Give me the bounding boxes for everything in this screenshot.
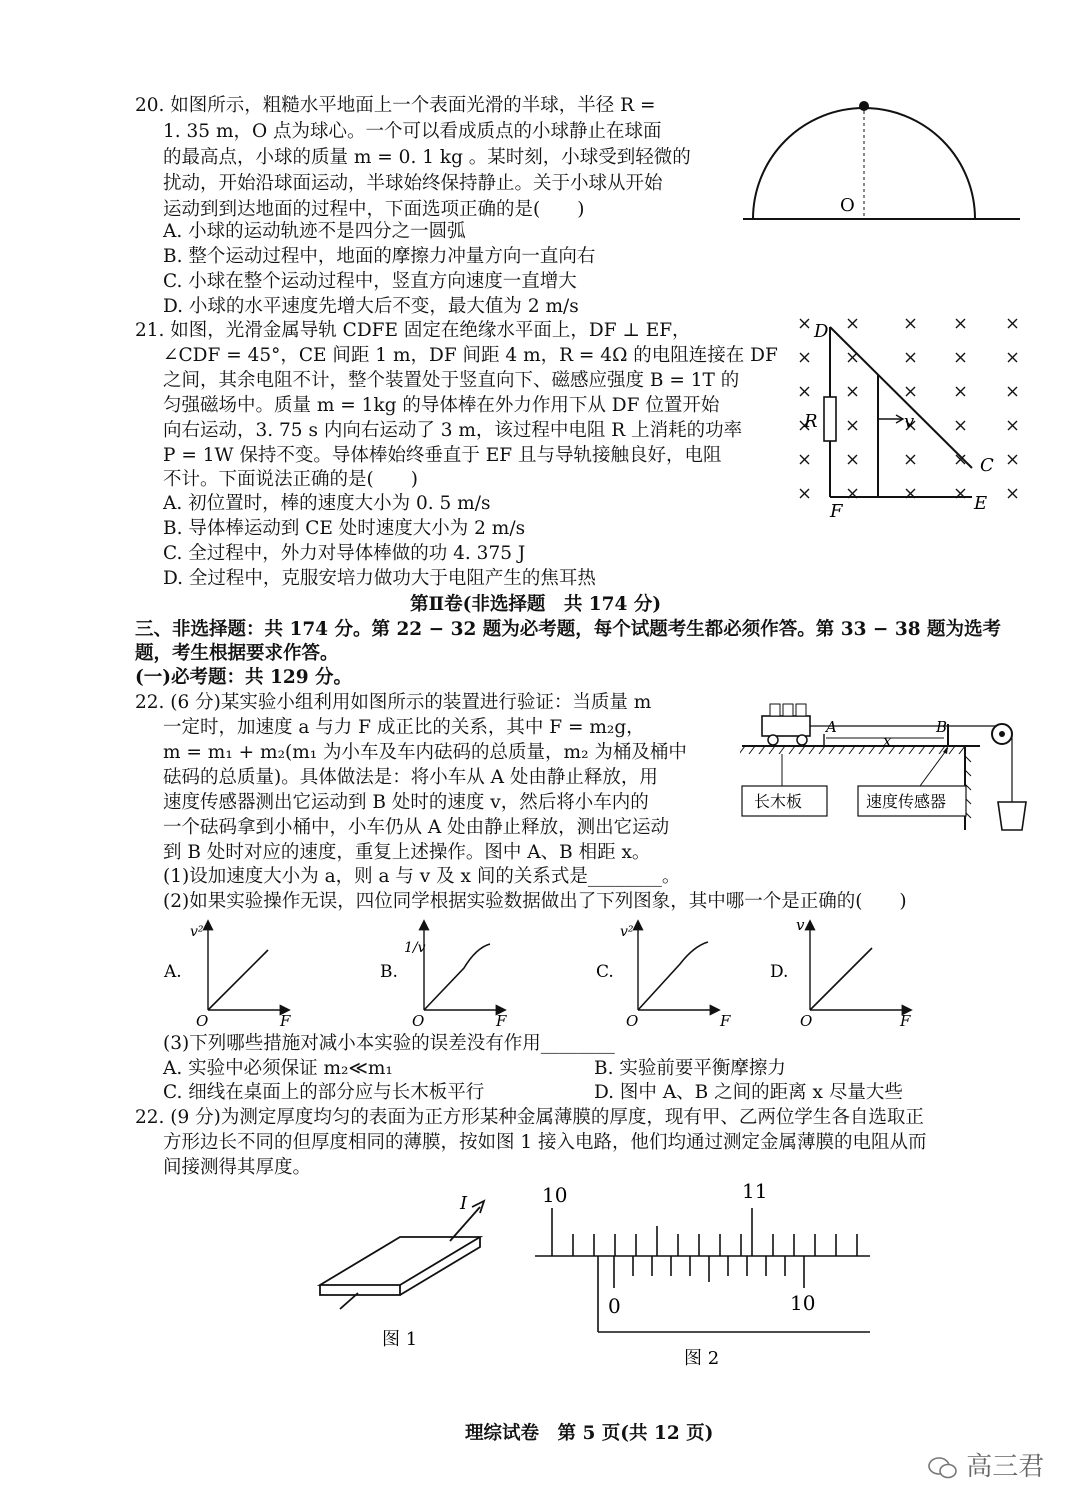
q22a-line-1: 22. (6 分)某实验小组利用如图所示的装置进行验证：当质量 m: [135, 692, 652, 713]
watermark: [928, 1446, 1044, 1483]
svg-text:D.: D.: [770, 962, 789, 982]
graph-options: [160, 910, 940, 1030]
section2-title: 第Ⅱ卷(非选择题 共 174 分): [410, 594, 662, 615]
svg-text:O: O: [412, 1012, 425, 1030]
svg-text:v: v: [904, 411, 915, 432]
svg-text:O: O: [800, 1012, 813, 1030]
vernier-caliper-figure-2: [530, 1180, 880, 1375]
q21-line-1: 21. 如图，光滑金属导轨 CDFE 固定在绝缘水平面上，DF ⊥ EF，: [135, 320, 691, 341]
main-scale-11: 11: [742, 1180, 768, 1203]
graph-b: [380, 922, 507, 1030]
section3-line-1: 三、非选择题：共 174 分。第 22 − 32 题为必考题，每个试题考生都必须作答。第 33 − 38 题为选考: [135, 619, 1002, 640]
svg-text:E: E: [974, 493, 988, 514]
svg-text:F: F: [830, 501, 843, 520]
q22a-line-6: 一个砝码拿到小桶中，小车仍从 A 处由静止释放，测出它运动: [163, 817, 670, 838]
vernier-scale-0: 0: [608, 1294, 621, 1318]
ball-dot: [859, 101, 869, 111]
q22a-sub3-option-b: B. 实验前要平衡摩擦力: [594, 1058, 786, 1079]
q22a-sub3-option-d: D. 图中 A、B 之间的距离 x 尽量大些: [594, 1082, 903, 1103]
section3-line-2: 题，考生根据要求作答。: [135, 643, 339, 664]
q21-option-d: D. 全过程中，克服安培力做功大于电阻产生的焦耳热: [163, 568, 596, 589]
q21-option-b: B. 导体棒运动到 CE 处时速度大小为 2 m/s: [163, 518, 526, 539]
wechat-icon: [928, 1456, 958, 1480]
svg-text:R: R: [804, 411, 818, 432]
watermark-text: 高三君: [966, 1452, 1045, 1482]
svg-text:O: O: [196, 1012, 209, 1030]
fig1-caption: 图 1: [382, 1329, 418, 1350]
svg-text:F: F: [496, 1012, 507, 1030]
page-footer: 理综试卷 第 5 页(共 12 页): [465, 1423, 714, 1444]
q22a-line-7: 到 B 处时对应的速度，重复上述操作。图中 A、B 相距 x。: [163, 842, 651, 863]
svg-text:I: I: [460, 1193, 468, 1214]
q22a-line-2: 一定时，加速度 a 与力 F 成正比的关系，其中 F = m₂g，: [163, 717, 645, 738]
q21-line-5: 向右运动，3. 75 s 内向右运动了 3 m，该过程中电阻 R 上消耗的功率: [163, 420, 743, 441]
resistor-r: [824, 397, 836, 441]
q21-option-a: A. 初位置时，棒的速度大小为 0. 5 m/s: [163, 493, 491, 514]
q22b-line-2: 方形边长不同的但厚度相同的薄膜，按如图 1 接入电路，他们均通过测定金属薄膜的电阻从而: [163, 1132, 927, 1153]
q22b-line-3: 间接测得其厚度。: [163, 1157, 312, 1178]
q21-option-c: C. 全过程中，外力对导体棒做的功 4. 375 J: [163, 543, 526, 564]
q22a-sub3-option-a: A. 实验中必须保证 m₂≪m₁: [163, 1058, 393, 1079]
q20-line-2: 1. 35 m，O 点为球心。一个可以看成质点的小球静止在球面: [163, 121, 662, 142]
q22a-line-5: 速度传感器测出它运动到 B 处时的速度 v，然后将小车内的: [163, 792, 649, 813]
svg-text:B.: B.: [380, 962, 398, 982]
svg-text:O: O: [626, 1012, 639, 1030]
q20-option-a: A. 小球的运动轨迹不是四分之一圆弧: [163, 221, 466, 242]
fig2-caption: 图 2: [684, 1348, 720, 1369]
q21-line-4: 匀强磁场中。质量 m = 1kg 的导体棒在外力作用下从 DF 位置开始: [163, 395, 720, 416]
q22a-sub3-option-c: C. 细线在桌面上的部分应与长木板平行: [163, 1082, 485, 1103]
vernier-scale-10: 10: [790, 1291, 816, 1315]
svg-text:v²: v²: [190, 924, 204, 940]
svg-text:x: x: [883, 732, 892, 750]
hemisphere-figure: [735, 95, 1025, 230]
svg-text:D: D: [814, 321, 829, 342]
q22a-sub3: (3)下列哪些措施对减小本实验的误差没有作用________: [163, 1033, 615, 1054]
cart-apparatus-figure: [740, 690, 1040, 860]
q21-line-2: ∠CDF = 45°，CE 间距 1 m，DF 间距 4 m，R = 4Ω 的电阻连接在 DF: [163, 345, 778, 366]
q22a-sub1: (1)设加速度大小为 a，则 a 与 v 及 x 间的关系式是________。: [163, 866, 681, 887]
svg-text:F: F: [720, 1012, 731, 1030]
svg-text:A: A: [826, 718, 837, 736]
q20-line-4: 扰动，开始沿球面运动，半球始终保持静止。关于小球从开始: [163, 173, 663, 194]
rail-figure: [790, 315, 1035, 520]
center-label-o: O: [840, 195, 855, 216]
q22a-sub2: (2)如果实验操作无误，四位同学根据实验数据做出了下列图象，其中哪一个是正确的( ): [163, 891, 907, 912]
q20-option-c: C. 小球在整个运动过程中，竖直方向速度一直增大: [163, 271, 577, 292]
graph-c: [596, 922, 731, 1030]
main-scale-10: 10: [542, 1183, 568, 1207]
film-figure-1: [300, 1185, 520, 1355]
svg-text:B: B: [936, 718, 948, 736]
q22a-line-3: m = m₁ + m₂(m₁ 为小车及车内砝码的总质量，m₂ 为桶及桶中: [163, 742, 687, 763]
q21-line-3: 之间，其余电阻不计，整个装置处于竖直向下、磁感应强度 B = 1T 的: [163, 370, 740, 391]
svg-text:C.: C.: [596, 962, 614, 982]
svg-text:C: C: [980, 455, 994, 476]
svg-text:1/v: 1/v: [404, 940, 426, 956]
graph-d: [770, 916, 911, 1030]
q21-line-7: 不计。下面说法正确的是( ): [163, 469, 418, 490]
svg-text:A.: A.: [164, 962, 182, 982]
q22b-line-1: 22. (9 分)为测定厚度均匀的表面为正方形某种金属薄膜的厚度，现有甲、乙两位学生各自选取正: [135, 1107, 924, 1128]
q21-line-6: P = 1W 保持不变。导体棒始终垂直于 EF 且与导轨接触良好，电阻: [163, 445, 722, 466]
required-title: (一)必考题：共 129 分。: [135, 667, 353, 688]
q20-option-b: B. 整个运动过程中，地面的摩擦力冲量方向一直向右: [163, 246, 596, 267]
svg-text:v: v: [796, 916, 805, 934]
q20-line-5: 运动到到达地面的过程中，下面选项正确的是( ): [163, 199, 585, 220]
svg-text:v²: v²: [620, 924, 634, 940]
svg-text:F: F: [900, 1012, 911, 1030]
q20-line-1: 20. 如图所示，粗糙水平地面上一个表面光滑的半球，半径 R =: [135, 95, 656, 116]
graph-a: [163, 922, 291, 1030]
q22a-line-4: 砝码的总质量)。具体做法是：将小车从 A 处由静止释放，用: [163, 767, 658, 788]
q20-option-d: D. 小球的水平速度先增大后不变，最大值为 2 m/s: [163, 296, 579, 317]
svg-text:F: F: [280, 1012, 291, 1030]
q20-line-3: 的最高点，小球的质量 m = 0. 1 kg 。某时刻，小球受到轻微的: [163, 147, 691, 168]
board-label: 长木板: [754, 792, 803, 811]
sensor-label: 速度传感器: [866, 792, 947, 811]
